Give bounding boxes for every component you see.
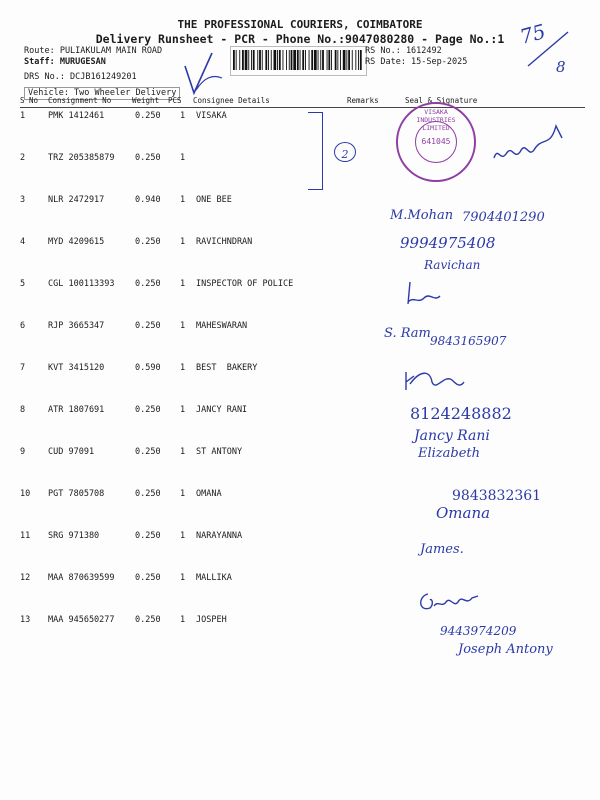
row-weight: 0.590 xyxy=(135,363,161,373)
table-row xyxy=(20,528,585,570)
barcode-bar xyxy=(340,50,341,70)
handwritten-phone-6: 9443974209 xyxy=(440,624,517,638)
route-label: Route: PULIAKULAM MAIN ROAD xyxy=(24,46,163,56)
check-mark-icon xyxy=(182,48,232,98)
barcode-bar xyxy=(318,50,319,70)
row-weight: 0.250 xyxy=(135,615,161,625)
barcode-bar xyxy=(337,50,338,70)
row-consignment: KVT 3415120 xyxy=(48,363,105,373)
rs-number: RS No.: 1612492 xyxy=(365,46,442,56)
barcode-bar xyxy=(265,50,267,70)
row-weight: 0.250 xyxy=(135,111,161,121)
vehicle-label: Vehicle: Two Wheeler Delivery xyxy=(24,87,180,100)
barcode-bar xyxy=(348,50,350,70)
row-sno: 3 xyxy=(20,195,26,205)
barcode-bar xyxy=(236,50,237,70)
barcode-bar xyxy=(262,50,263,70)
barcode-bar xyxy=(283,50,284,70)
barcode-bar xyxy=(335,50,337,70)
company-seal xyxy=(396,102,476,182)
barcode-bar xyxy=(331,50,332,70)
col-weight: Weight xyxy=(132,96,160,105)
col-seal: Seal & Signature xyxy=(405,96,478,105)
row-consignee: BEST BAKERY xyxy=(196,363,258,373)
barcode-bar xyxy=(352,50,353,70)
row-consignment: TRZ 205385879 xyxy=(48,153,115,163)
barcode-bar xyxy=(311,50,313,70)
col-pcs: PCS xyxy=(168,96,182,105)
handwritten-phone-4: 8124248882 xyxy=(410,404,512,423)
row-consignment: CGL 100113393 xyxy=(48,279,115,289)
handwritten-name-ravi: Ravichan xyxy=(424,258,481,272)
barcode-bar xyxy=(358,50,359,70)
corner-note-number: 75 xyxy=(517,19,549,49)
row-consignment: MAA 870639599 xyxy=(48,573,115,583)
signature-scribble-2 xyxy=(400,278,460,308)
table-row xyxy=(20,234,585,276)
row-weight: 0.250 xyxy=(135,447,161,457)
row-weight: 0.250 xyxy=(135,405,161,415)
barcode-bar xyxy=(239,50,240,70)
row-consignee: ONE BEE xyxy=(196,195,232,205)
signature-scribble-3 xyxy=(400,366,470,396)
barcode-bar xyxy=(259,50,261,70)
seal-code: 641045 xyxy=(415,121,457,163)
row-consignee: MAHESWARAN xyxy=(196,321,248,331)
handwritten-phone-2: 9994975408 xyxy=(400,234,496,252)
barcode-bar xyxy=(274,50,277,70)
barcode-bar xyxy=(346,50,347,70)
runsheet-company-title: THE PROFESSIONAL COURIERS, COIMBATORE xyxy=(177,18,423,31)
handwritten-name-elizabeth: Elizabeth xyxy=(418,446,481,461)
barcode-bar xyxy=(314,50,317,70)
barcode-bar xyxy=(327,50,328,70)
barcode-bar xyxy=(286,50,287,70)
barcode xyxy=(233,50,363,70)
row-sno: 8 xyxy=(20,405,26,415)
barcode-bar xyxy=(251,50,252,70)
row-consignment: MYD 4209615 xyxy=(48,237,105,247)
row-pcs: 1 xyxy=(180,363,186,373)
col-consignment: Consignment No xyxy=(48,96,112,105)
barcode-bar xyxy=(242,50,244,70)
barcode-bar xyxy=(300,50,301,70)
row-pcs: 1 xyxy=(180,615,186,625)
row-consignment: SRG 971380 xyxy=(48,531,100,541)
barcode-bar xyxy=(289,50,290,70)
rs-info xyxy=(365,46,467,68)
circled-number-text: 2 xyxy=(341,148,349,161)
row-consignee: INSPECTOR OF POLICE xyxy=(196,279,294,289)
row-pcs: 1 xyxy=(180,321,186,331)
row-consignee: ST ANTONY xyxy=(196,447,243,457)
row-weight: 0.250 xyxy=(135,279,161,289)
row-consignment: CUD 97091 xyxy=(48,447,95,457)
handwritten-name-omana: Omana xyxy=(436,504,491,522)
circled-number xyxy=(334,142,356,162)
handwritten-phone-1: 7904401290 xyxy=(462,210,545,225)
barcode-bar xyxy=(309,50,310,70)
handwritten-phone-5: 9843832361 xyxy=(452,488,542,504)
barcode-bar xyxy=(291,50,293,70)
handwritten-name-joseph: Joseph Antony xyxy=(458,642,553,657)
col-sno: S No xyxy=(20,96,39,105)
barcode-bar xyxy=(343,50,346,70)
barcode-bar xyxy=(355,50,356,70)
row-pcs: 1 xyxy=(180,573,186,583)
handwritten-phone-3: 9843165907 xyxy=(430,334,507,348)
seal-text: VISAKA INDUSTRIES LIMITED xyxy=(416,108,456,132)
drs-number: DRS No.: DCJB161249201 xyxy=(24,72,137,82)
row-pcs: 1 xyxy=(180,153,186,163)
barcode-bar xyxy=(233,50,235,70)
row-consignment: PGT 7805708 xyxy=(48,489,105,499)
signature-scribble-4 xyxy=(416,586,486,616)
row-weight: 0.940 xyxy=(135,195,161,205)
barcode-bar xyxy=(305,50,306,70)
row-consignee: JOSPEH xyxy=(196,615,227,625)
barcode-bar xyxy=(360,50,362,70)
row-consignee: VISAKA xyxy=(196,111,227,121)
barcode-bar xyxy=(297,50,299,70)
row-pcs: 1 xyxy=(180,489,186,499)
row-consignee: OMANA xyxy=(196,489,222,499)
row-sno: 4 xyxy=(20,237,26,247)
handwritten-name-mohan: M.Mohan xyxy=(390,208,454,223)
corner-slash-icon xyxy=(520,22,575,77)
row-weight: 0.250 xyxy=(135,321,161,331)
row-consignee: NARAYANNA xyxy=(196,531,243,541)
corner-note xyxy=(517,19,575,77)
row-sno: 7 xyxy=(20,363,26,373)
row-pcs: 1 xyxy=(180,195,186,205)
table-row xyxy=(20,444,585,486)
barcode-bar xyxy=(257,50,258,70)
row-sno: 6 xyxy=(20,321,26,331)
row-consignment: NLR 2472917 xyxy=(48,195,105,205)
barcode-bar xyxy=(268,50,269,70)
staff-label: Staff: MURUGESAN xyxy=(24,57,106,67)
runsheet-subtitle: Delivery Runsheet - PCR - Phone No.:9047080280 - Page No.:1 xyxy=(95,32,505,46)
row-sno: 10 xyxy=(20,489,31,499)
row-consignment: PMK 1412461 xyxy=(48,111,105,121)
barcode-bar xyxy=(277,50,278,70)
barcode-bar xyxy=(320,50,321,70)
row-sno: 5 xyxy=(20,279,26,289)
row-sno: 2 xyxy=(20,153,26,163)
col-details: Consignee Details xyxy=(193,96,270,105)
row-sno: 11 xyxy=(20,531,31,541)
barcode-bar xyxy=(279,50,281,70)
row-sno: 9 xyxy=(20,447,26,457)
signature-scribble-1 xyxy=(490,118,570,168)
barcode-bar xyxy=(253,50,255,70)
barcode-bar xyxy=(293,50,296,70)
row-pcs: 1 xyxy=(180,447,186,457)
rs-date: RS Date: 15-Sep-2025 xyxy=(365,57,468,67)
barcode-bar xyxy=(302,50,304,70)
row-sno: 13 xyxy=(20,615,31,625)
row-pcs: 1 xyxy=(180,111,186,121)
handwritten-bracket xyxy=(308,112,323,190)
row-pcs: 1 xyxy=(180,279,186,289)
row-weight: 0.250 xyxy=(135,489,161,499)
row-consignee: MALLIKA xyxy=(196,573,232,583)
table-row xyxy=(20,276,585,318)
row-sno: 1 xyxy=(20,111,26,121)
handwritten-name-james: James. xyxy=(420,542,464,557)
table-row xyxy=(20,570,585,612)
corner-note-number-2: 8 xyxy=(556,58,566,76)
barcode-bar xyxy=(322,50,324,70)
handwritten-name-jancy: Jancy Rani xyxy=(414,428,490,444)
handwritten-sig-s-ram: S. Ram xyxy=(384,326,431,341)
row-weight: 0.250 xyxy=(135,573,161,583)
row-consignment: MAA 945650277 xyxy=(48,615,115,625)
barcode-bar xyxy=(245,50,248,70)
row-consignee: JANCY RANI xyxy=(196,405,248,415)
barcode-bar xyxy=(328,50,330,70)
row-pcs: 1 xyxy=(180,531,186,541)
row-consignment: RJP 3665347 xyxy=(48,321,105,331)
row-sno: 12 xyxy=(20,573,31,583)
table-header xyxy=(20,95,585,108)
row-weight: 0.250 xyxy=(135,153,161,163)
row-pcs: 1 xyxy=(180,237,186,247)
barcode-bar xyxy=(271,50,272,70)
col-remarks: Remarks xyxy=(347,96,379,105)
row-pcs: 1 xyxy=(180,405,186,415)
row-weight: 0.250 xyxy=(135,531,161,541)
barcode-bar xyxy=(248,50,249,70)
route-info xyxy=(24,46,180,100)
row-weight: 0.250 xyxy=(135,237,161,247)
table-row xyxy=(20,360,585,402)
row-consignee: RAVICHNDRAN xyxy=(196,237,253,247)
row-consignment: ATR 1807691 xyxy=(48,405,105,415)
